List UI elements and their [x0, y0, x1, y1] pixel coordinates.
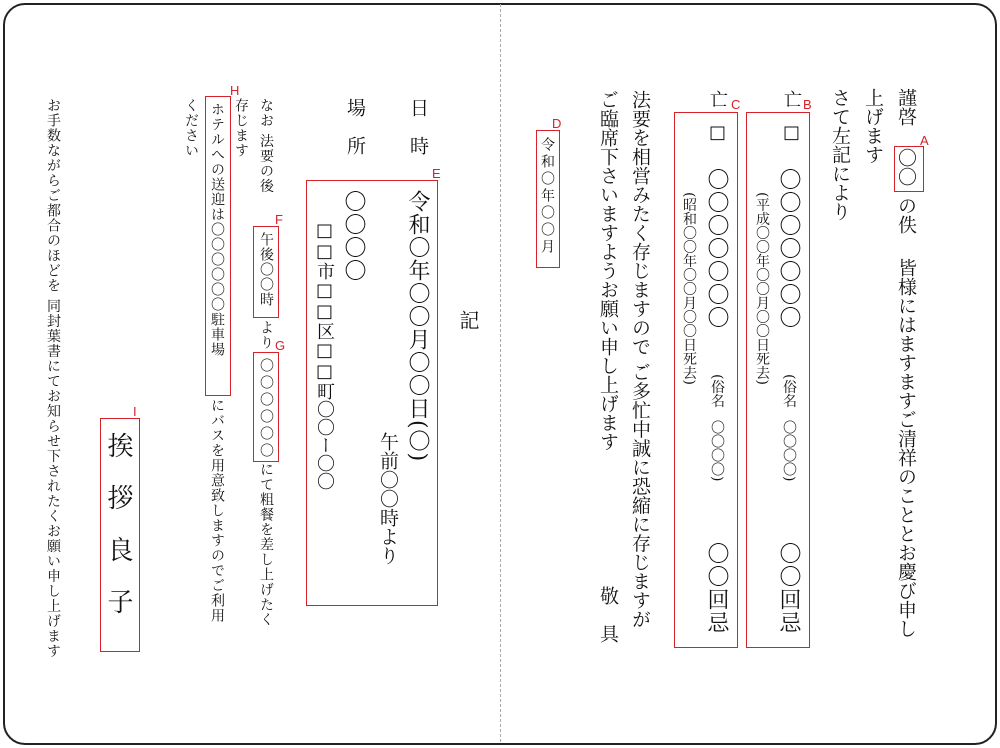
- deceased-c-death-date: (昭和〇〇年〇〇月〇〇日死去): [681, 192, 697, 385]
- label-a: A: [920, 133, 929, 148]
- fold-line: [500, 4, 501, 742]
- label-nichiji: 日 時: [407, 98, 429, 155]
- text-keigu: 敬 具: [597, 586, 619, 643]
- box-h-text: ホテルへの送迎は〇〇〇〇〇〇駐車場: [209, 102, 225, 357]
- event-time: 午前〇〇時より: [377, 432, 399, 565]
- label-basho: 場 所: [344, 98, 366, 155]
- event-date: 令和〇年〇〇月〇〇日(〇): [405, 190, 430, 463]
- text-zonjimasu: 存じます: [233, 98, 249, 158]
- text-yori: より: [258, 320, 274, 350]
- label-h: H: [230, 83, 240, 98]
- text-rinseki: ご臨席下さいますようお願い申し上げます: [597, 90, 619, 451]
- deceased-b-square: □: [781, 122, 802, 143]
- text-ki: 記: [456, 310, 480, 332]
- deceased-b-death-date: (平成〇〇年〇〇月〇〇日死去): [754, 192, 770, 385]
- text-nao: なお 法要の後: [258, 98, 274, 194]
- label-b: B: [803, 97, 812, 112]
- label-g: G: [275, 338, 286, 353]
- deceased-c-zokumyo-circles: 〇〇〇〇): [709, 420, 725, 482]
- letter-date: 令和〇年〇〇月: [539, 137, 555, 256]
- deceased-c-zokumyo: (俗名: [709, 374, 725, 408]
- label-c: C: [731, 97, 741, 112]
- venue-name: 〇〇〇〇: [341, 190, 366, 282]
- sender-name: 挨拶良子: [103, 432, 133, 640]
- label-e: E: [432, 166, 441, 181]
- deceased-b-zokumyo: (俗名: [781, 374, 797, 408]
- deceased-c-name: 〇〇〇〇〇〇〇: [704, 168, 729, 329]
- deceased-c-square: □: [707, 122, 728, 143]
- text-kudasai: ください: [183, 98, 199, 158]
- box-a-text: 〇〇: [895, 148, 917, 186]
- text-kinkei: 謹啓: [895, 88, 917, 126]
- venue-address: □□市□□区□□町〇〇ー〇〇: [314, 220, 335, 490]
- label-f: F: [275, 212, 283, 227]
- deceased-c-kaiki: 〇〇回忌: [704, 542, 729, 634]
- label-i: I: [133, 404, 137, 419]
- text-sate: さて左記により: [829, 88, 851, 221]
- text-greeting: 皆様にはますますご清祥のこととお慶び申し: [895, 258, 917, 638]
- deceased-b-mark: 亡: [781, 90, 802, 108]
- text-sosan: にて粗餐を差し上げたく: [258, 462, 274, 627]
- box-f-text: 午後〇〇時: [258, 232, 274, 307]
- text-agemasu: 上げます: [862, 88, 884, 164]
- text-bus: にバスを用意致しますのでご利用: [209, 398, 225, 623]
- deceased-b-zokumyo-circles: 〇〇〇〇): [781, 420, 797, 482]
- text-otesu: お手数ながらご都合のほどを 同封葉書にてお知らせ下されたくお願い申し上げます: [45, 98, 61, 659]
- text-hoyo: 法要を相営みたく存じますので ご多忙中誠に恐縮に存じますが: [629, 90, 651, 629]
- label-d: D: [552, 116, 562, 131]
- box-g-text: 〇〇〇〇〇〇: [258, 358, 274, 460]
- deceased-b-kaiki: 〇〇回忌: [776, 542, 801, 634]
- text-no-yo: の佚: [895, 196, 917, 234]
- deceased-b-name: 〇〇〇〇〇〇〇: [776, 168, 801, 329]
- deceased-c-mark: 亡: [707, 90, 728, 108]
